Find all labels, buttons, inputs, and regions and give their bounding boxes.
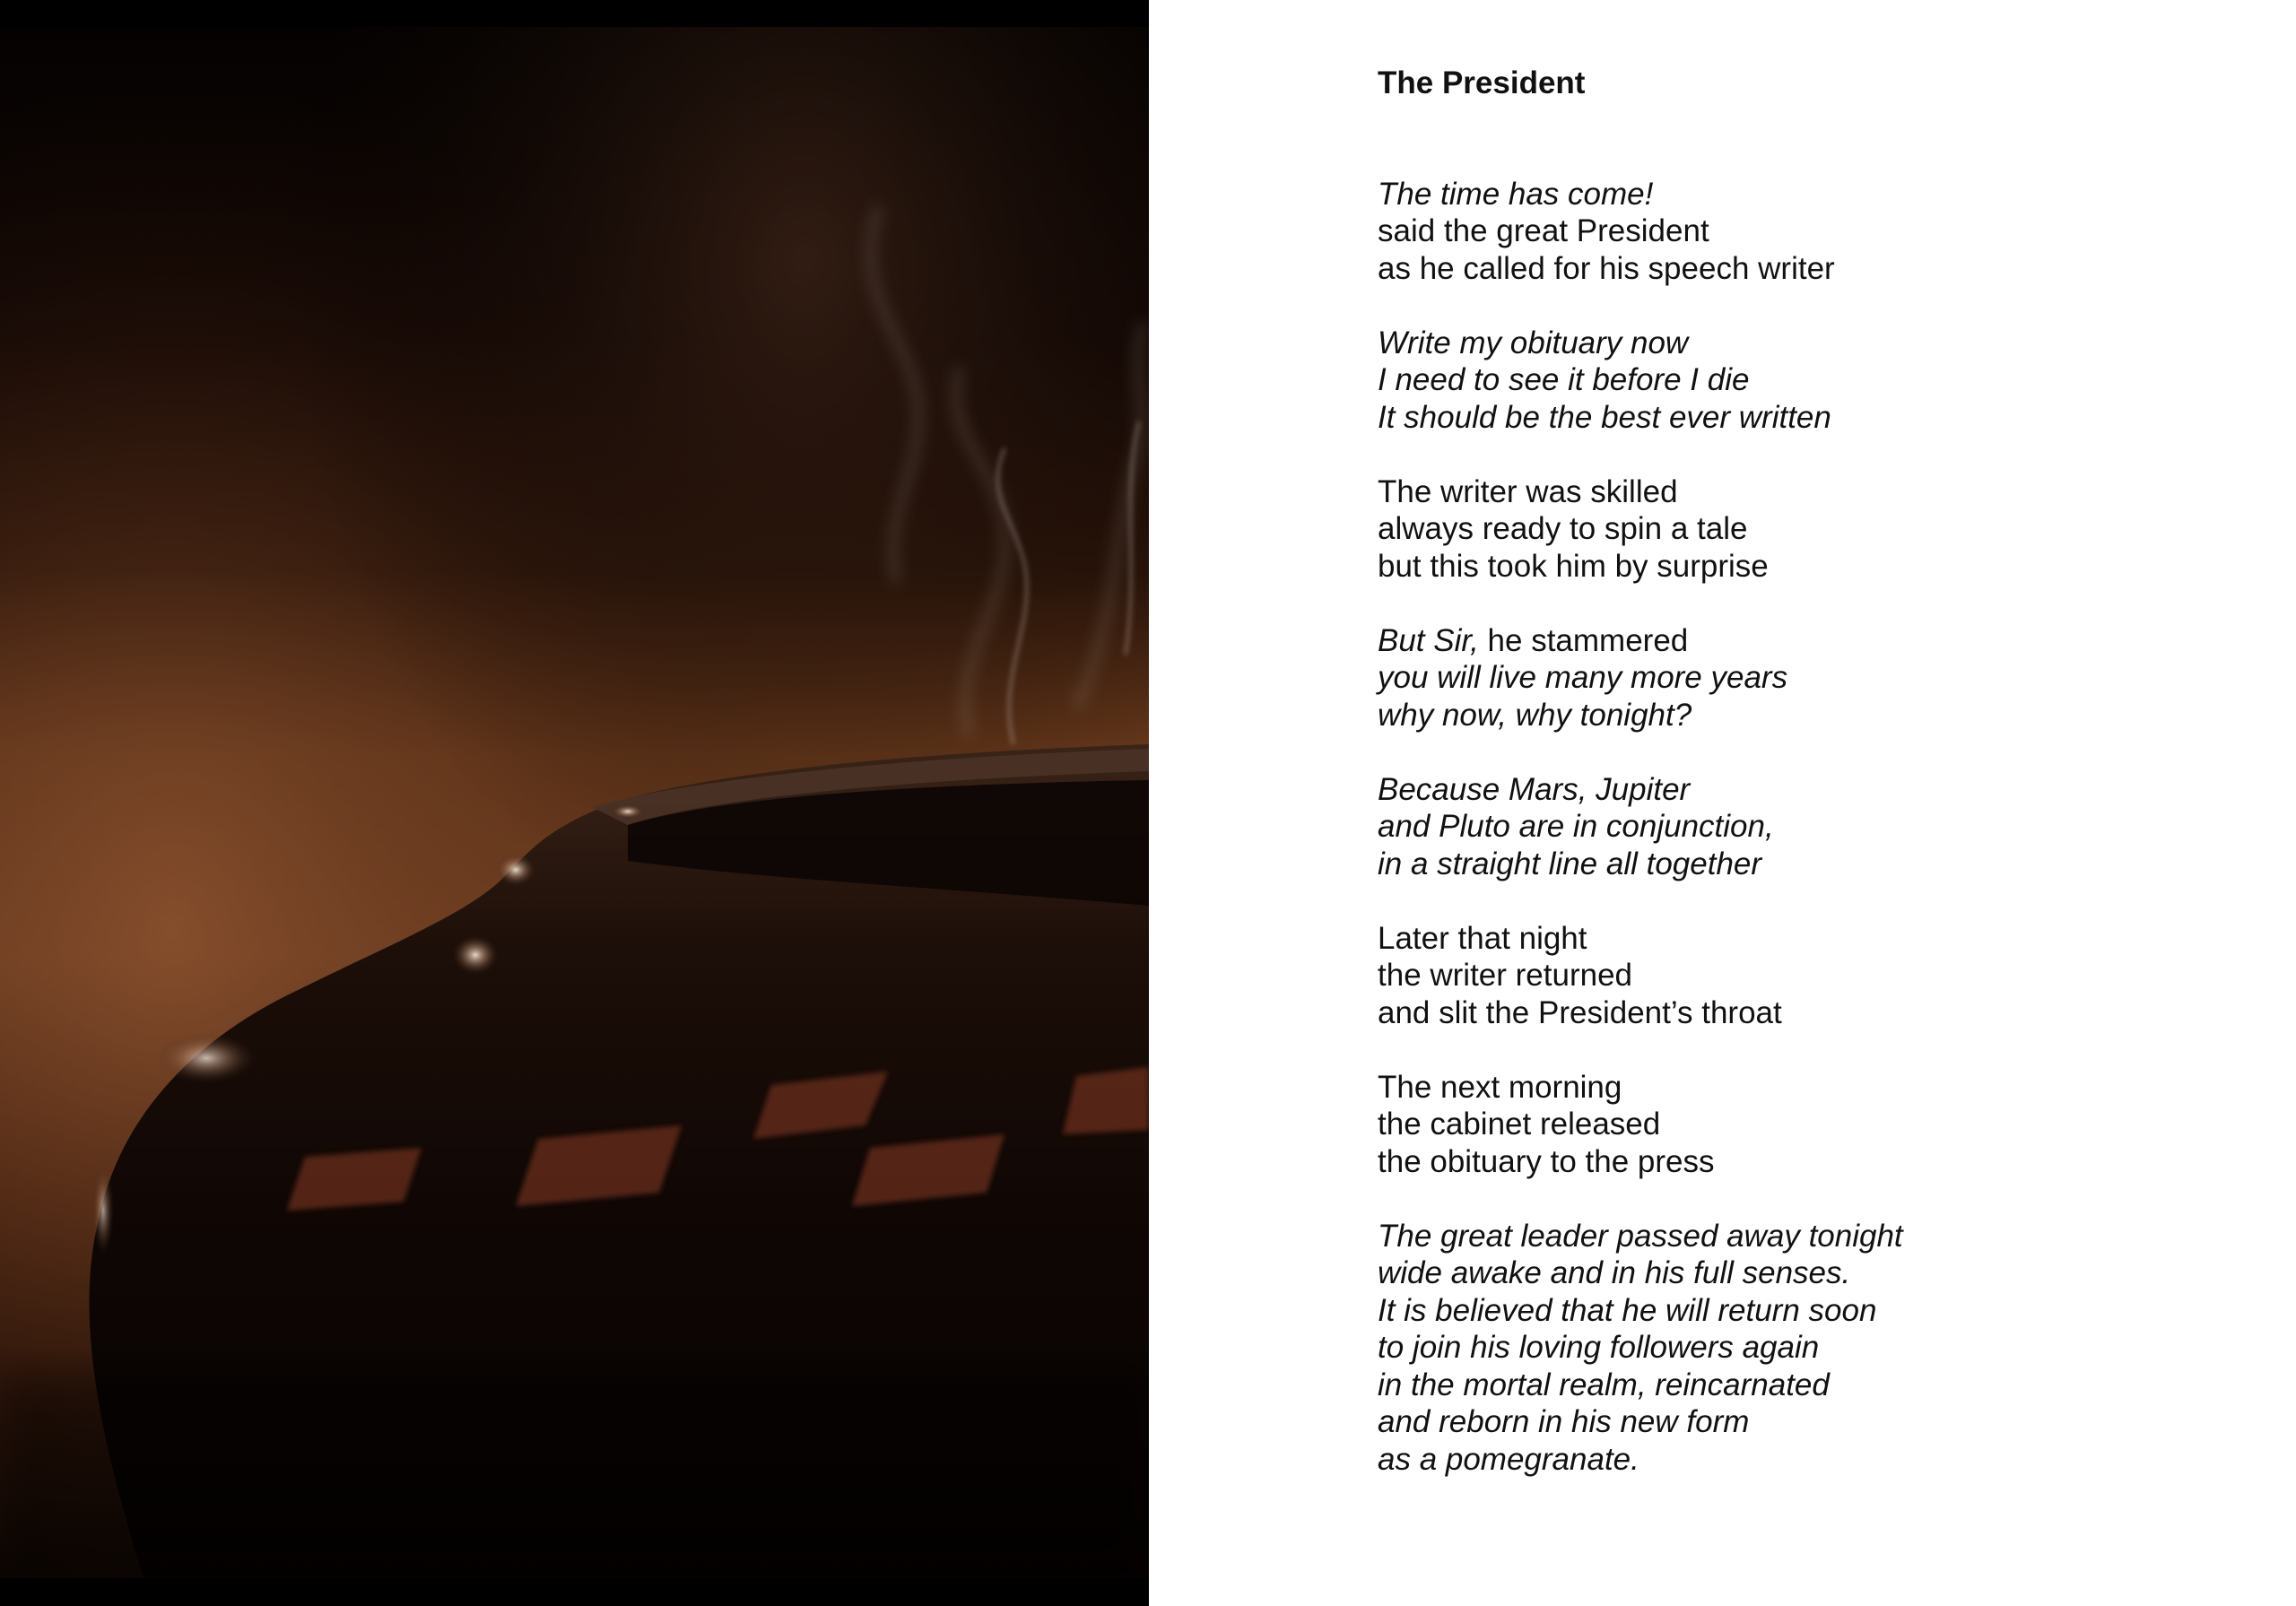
poem-line	[1378, 325, 2185, 362]
italic-text: in a straight line all together	[1378, 846, 1762, 881]
italic-text: The great leader passed away tonight	[1378, 1218, 1903, 1254]
poem-line	[1378, 1292, 2185, 1330]
poem-line	[1378, 920, 2185, 958]
italic-text: and Pluto are in conjunction,	[1378, 809, 1774, 844]
poem-line	[1378, 808, 2185, 846]
poem-line	[1378, 1441, 2185, 1479]
roman-text: the cabinet released	[1378, 1107, 1661, 1142]
roman-text: The writer was skilled	[1378, 473, 1678, 509]
poem	[1378, 65, 2185, 1515]
stanza	[1378, 920, 2185, 1032]
italic-text: why now, why tonight?	[1378, 697, 1692, 733]
poem-line	[1378, 957, 2185, 994]
poem-line	[1378, 771, 2185, 809]
roman-text: but this took him by surprise	[1378, 548, 1769, 584]
roman-text: the obituary to the press	[1378, 1143, 1715, 1179]
roman-text: the writer returned	[1378, 958, 1633, 993]
stanza	[1378, 622, 2185, 734]
roman-text: Later that night	[1378, 920, 1587, 956]
poem-line	[1378, 1367, 2185, 1404]
roman-text: and slit the President’s throat	[1378, 994, 1782, 1030]
poem-line	[1378, 213, 2185, 250]
italic-text: to join his loving followers again	[1378, 1330, 1820, 1365]
italic-text: in the mortal realm, reincarnated	[1378, 1367, 1830, 1402]
stanza	[1378, 771, 2185, 883]
italic-text: The time has come!	[1378, 176, 1654, 212]
poem-line	[1378, 1403, 2185, 1441]
poem-line	[1378, 1069, 2185, 1107]
stanza	[1378, 176, 2185, 288]
italic-text: wide awake and in his full senses.	[1378, 1255, 1851, 1290]
poem-line	[1378, 473, 2185, 511]
text-panel	[1149, 0, 2296, 1606]
italic-text: It should be the best ever written	[1378, 399, 1831, 435]
stanza	[1378, 473, 2185, 586]
roman-text: as he called for his speech writer	[1378, 250, 1835, 286]
italic-text: you will live many more years	[1378, 660, 1788, 695]
italic-text: I need to see it before I die	[1378, 362, 1750, 397]
poem-line	[1378, 548, 2185, 586]
roman-text: said the great President	[1378, 213, 1709, 248]
roman-text: The next morning	[1378, 1069, 1622, 1105]
italic-text: But Sir,	[1378, 622, 1479, 658]
roman-text: he stammered	[1478, 622, 1689, 658]
poem-line	[1378, 1254, 2185, 1292]
italic-text: as a pomegranate.	[1378, 1441, 1639, 1477]
italic-text: It is believed that he will return soon	[1378, 1292, 1877, 1328]
poem-line	[1378, 1106, 2185, 1143]
stanza	[1378, 1069, 2185, 1181]
poem-line	[1378, 659, 2185, 697]
poem-line	[1378, 994, 2185, 1032]
poem-body	[1378, 176, 2185, 1479]
poem-line	[1378, 510, 2185, 548]
poem-line	[1378, 1143, 2185, 1181]
poem-line	[1378, 697, 2185, 734]
incense-burner-photo	[0, 27, 1149, 1578]
stanza	[1378, 1218, 2185, 1479]
poem-line	[1378, 1329, 2185, 1367]
italic-text: Because Mars, Jupiter	[1378, 771, 1691, 807]
poem-title: The President	[1378, 65, 1586, 100]
poem-line	[1378, 250, 2185, 288]
poem-line	[1378, 622, 2185, 660]
poem-line	[1378, 1218, 2185, 1255]
poem-line	[1378, 399, 2185, 437]
poem-line	[1378, 176, 2185, 213]
roman-text: always ready to spin a tale	[1378, 511, 1748, 546]
italic-text: and reborn in his new form	[1378, 1404, 1750, 1439]
italic-text: Write my obituary now	[1378, 325, 1689, 360]
stanza	[1378, 325, 2185, 437]
poem-line	[1378, 846, 2185, 883]
poem-line	[1378, 361, 2185, 399]
